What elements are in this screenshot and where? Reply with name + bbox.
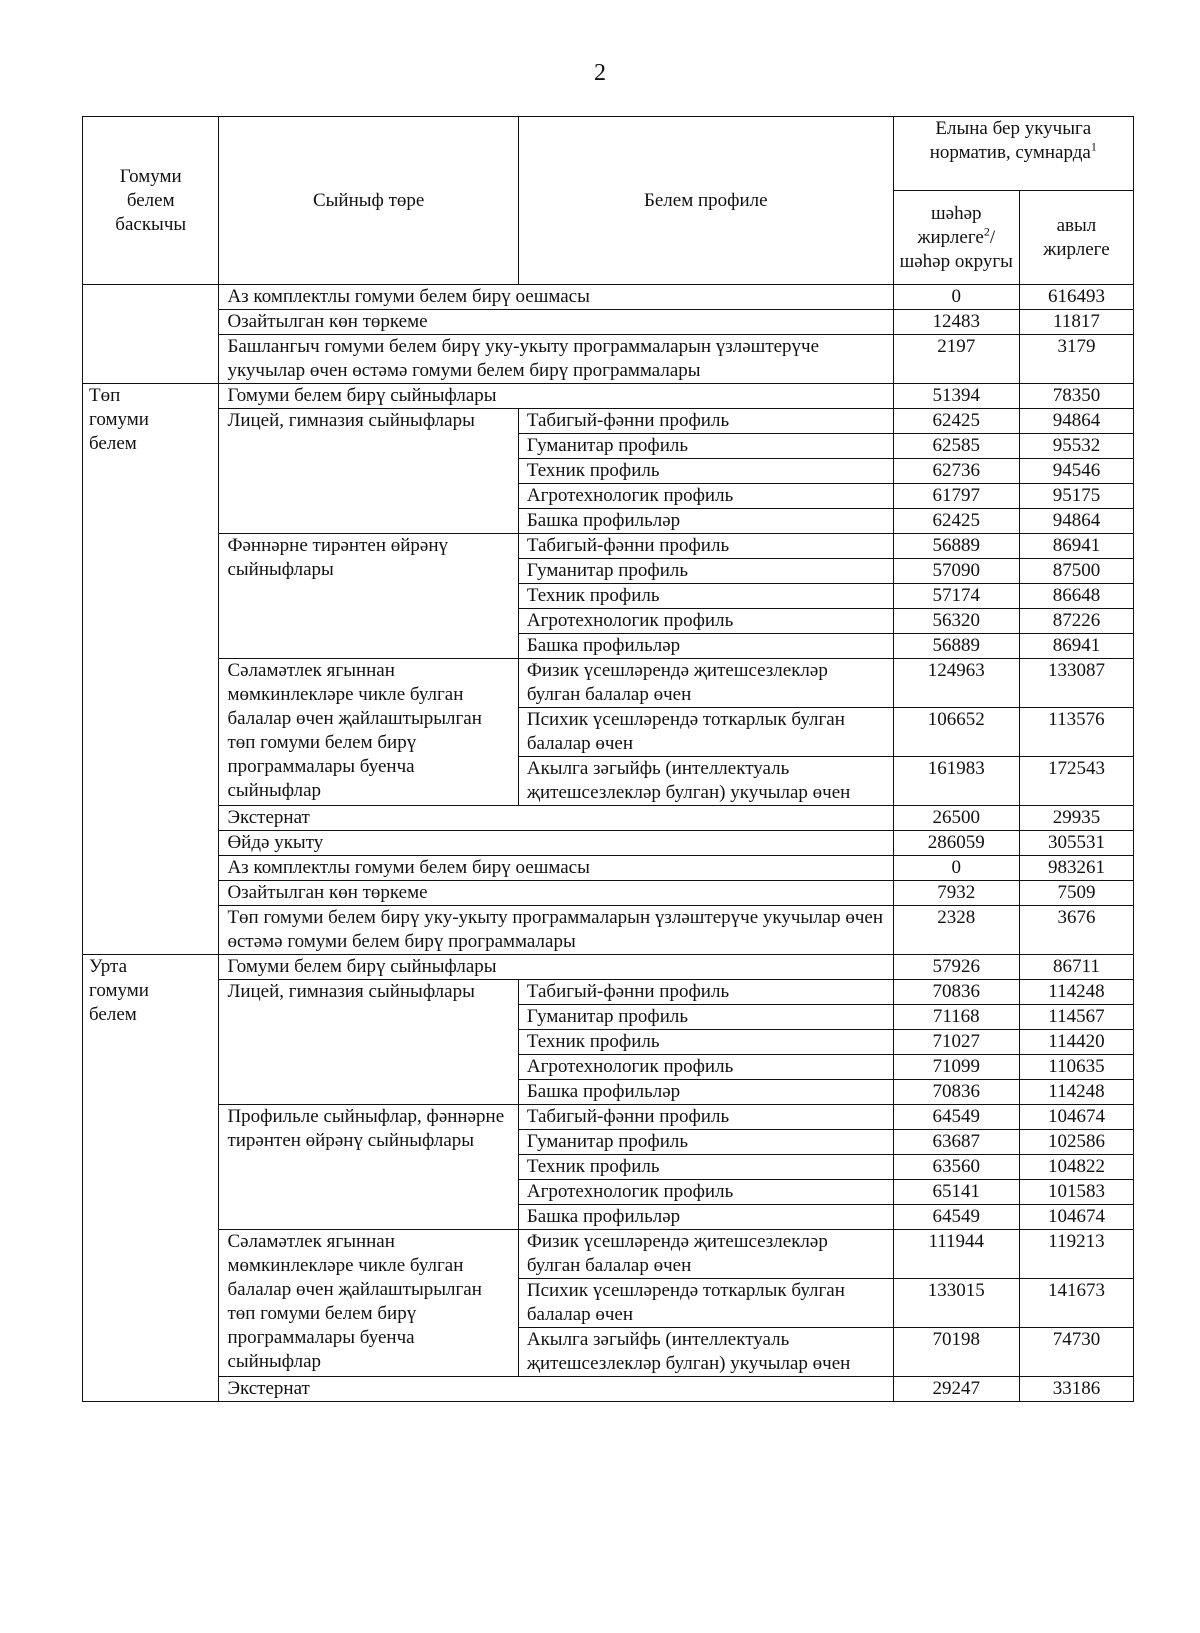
rural-value: 94864: [1019, 509, 1133, 534]
city-value: 71027: [893, 1030, 1019, 1055]
rural-value: 86941: [1019, 534, 1133, 559]
row-label: Төп гомуми белем бирү уку-укыту программаларын үзләштерүче укучылар өчен өстәмә гомуми белем бирү программалары: [219, 906, 893, 955]
profile-label: Техник профиль: [518, 1030, 893, 1055]
city-value: 70836: [893, 1080, 1019, 1105]
header-city-footnote: 2: [983, 224, 990, 239]
city-value: 63560: [893, 1155, 1019, 1180]
profile-label: Агротехнологик профиль: [518, 484, 893, 509]
profile-label: Гуманитар профиль: [518, 434, 893, 459]
profile-label: Гуманитар профиль: [518, 559, 893, 584]
row-label: Гомуми белем бирү сыйныфлары: [219, 955, 893, 980]
rural-value: 616493: [1019, 285, 1133, 310]
city-value: 161983: [893, 757, 1019, 806]
row-label: Озайтылган көн төркеме: [219, 310, 893, 335]
rural-value: 114420: [1019, 1030, 1133, 1055]
table-row: [83, 409, 1134, 434]
profile-label: Физик үсешләрендә җитешсезлекләр булган балалар өчен: [518, 659, 893, 708]
city-value: 63687: [893, 1130, 1019, 1155]
row-label: Экстернат: [219, 1377, 893, 1402]
profile-label: Башка профильләр: [518, 509, 893, 534]
city-value: 57174: [893, 584, 1019, 609]
rural-value: 3179: [1019, 335, 1133, 384]
header-city: [893, 191, 1019, 285]
table-row: [83, 285, 1134, 310]
table-row: [83, 335, 1134, 384]
rural-value: 133087: [1019, 659, 1133, 708]
city-value: 2197: [893, 335, 1019, 384]
table-row: [83, 310, 1134, 335]
header-stage: Гомуми белем баскычы: [83, 117, 219, 285]
rural-value: 305531: [1019, 831, 1133, 856]
city-value: 124963: [893, 659, 1019, 708]
rural-value: 86941: [1019, 634, 1133, 659]
rural-value: 141673: [1019, 1279, 1133, 1328]
city-value: 26500: [893, 806, 1019, 831]
rural-value: 94546: [1019, 459, 1133, 484]
city-value: 61797: [893, 484, 1019, 509]
table-header: [83, 117, 1134, 285]
city-value: 286059: [893, 831, 1019, 856]
profile-label: Агротехнологик профиль: [518, 1180, 893, 1205]
city-value: 29247: [893, 1377, 1019, 1402]
row-label: Башлангыч гомуми белем бирү уку-укыту программаларын үзләштерүче укучылар өчен өстәмә гомуми белем бирү программалары: [219, 335, 893, 384]
profile-label: Агротехнологик профиль: [518, 1055, 893, 1080]
city-value: 64549: [893, 1105, 1019, 1130]
city-value: 2328: [893, 906, 1019, 955]
normative-table: [82, 116, 1134, 1402]
rural-value: 101583: [1019, 1180, 1133, 1205]
profile-label: Техник профиль: [518, 584, 893, 609]
table-row: [83, 1230, 1134, 1279]
profile-label: Акылга зәгыйфь (интеллектуаль җитешсезлекләр булган) укучылар өчен: [518, 757, 893, 806]
rural-value: 104822: [1019, 1155, 1133, 1180]
header-profile: Белем профиле: [518, 117, 893, 285]
row-label: Озайтылган көн төркеме: [219, 881, 893, 906]
rural-value: 74730: [1019, 1328, 1133, 1377]
row-label: Өйдә укыту: [219, 831, 893, 856]
header-city-tail: / шәһәр округы: [899, 226, 1013, 272]
table-row: [83, 534, 1134, 559]
city-value: 70836: [893, 980, 1019, 1005]
table-row: [83, 856, 1134, 881]
rural-value: 102586: [1019, 1130, 1133, 1155]
profile-label: Башка профильләр: [518, 634, 893, 659]
table-row: [83, 659, 1134, 708]
row-label: Аз комплектлы гомуми белем бирү оешмасы: [219, 285, 893, 310]
header-city-text: шәһәр жирлеге: [917, 202, 984, 248]
rural-value: 114567: [1019, 1005, 1133, 1030]
city-value: 57090: [893, 559, 1019, 584]
class-type-label: Фәннәрне тирәнтен өйрәнү сыйныфлары: [219, 534, 518, 659]
table-row: [83, 806, 1134, 831]
rural-value: 78350: [1019, 384, 1133, 409]
rural-value: 87500: [1019, 559, 1133, 584]
class-type-label: Лицей, гимназия сыйныфлары: [219, 409, 518, 534]
profile-label: Табигый-фәнни профиль: [518, 534, 893, 559]
rural-value: 114248: [1019, 1080, 1133, 1105]
profile-label: Гуманитар профиль: [518, 1005, 893, 1030]
city-value: 0: [893, 856, 1019, 881]
rural-value: 3676: [1019, 906, 1133, 955]
table-row: [83, 980, 1134, 1005]
profile-label: Агротехнологик профиль: [518, 609, 893, 634]
rural-value: 86648: [1019, 584, 1133, 609]
table-row: [83, 955, 1134, 980]
stage-label: Төп гомуми белем: [83, 384, 219, 955]
header-normative-text: Елына бер укучыга норматив, сумнарда: [929, 118, 1092, 163]
city-value: 65141: [893, 1180, 1019, 1205]
rural-value: 104674: [1019, 1105, 1133, 1130]
profile-label: Техник профиль: [518, 1155, 893, 1180]
city-value: 71099: [893, 1055, 1019, 1080]
header-class-type: Сыйныф төре: [219, 117, 518, 285]
rural-value: 29935: [1019, 806, 1133, 831]
profile-label: Акылга зәгыйфь (интеллектуаль җитешсезлекләр булган) укучылар өчен: [518, 1328, 893, 1377]
profile-label: Гуманитар профиль: [518, 1130, 893, 1155]
table-row: [83, 1105, 1134, 1130]
table-row: [83, 881, 1134, 906]
rural-value: 119213: [1019, 1230, 1133, 1279]
profile-label: Техник профиль: [518, 459, 893, 484]
city-value: 57926: [893, 955, 1019, 980]
rural-value: 11817: [1019, 310, 1133, 335]
rural-value: 114248: [1019, 980, 1133, 1005]
rural-value: 110635: [1019, 1055, 1133, 1080]
profile-label: Табигый-фәнни профиль: [518, 1105, 893, 1130]
table-body: [83, 285, 1134, 1402]
rural-value: 94864: [1019, 409, 1133, 434]
profile-label: Табигый-фәнни профиль: [518, 980, 893, 1005]
class-type-label: Лицей, гимназия сыйныфлары: [219, 980, 518, 1105]
profile-label: Психик үсешләрендә тоткарлык булган балалар өчен: [518, 708, 893, 757]
profile-label: Психик үсешләрендә тоткарлык булган балалар өчен: [518, 1279, 893, 1328]
rural-value: 95175: [1019, 484, 1133, 509]
city-value: 62585: [893, 434, 1019, 459]
city-value: 12483: [893, 310, 1019, 335]
city-value: 51394: [893, 384, 1019, 409]
stage-label: Урта гомуми белем: [83, 955, 219, 1402]
header-rural: авыл жирлеге: [1019, 191, 1133, 285]
city-value: 64549: [893, 1205, 1019, 1230]
table-row: [83, 384, 1134, 409]
table-row: [83, 906, 1134, 955]
city-value: 0: [893, 285, 1019, 310]
city-value: 56889: [893, 634, 1019, 659]
row-label: Аз комплектлы гомуми белем бирү оешмасы: [219, 856, 893, 881]
city-value: 56320: [893, 609, 1019, 634]
city-value: 62425: [893, 509, 1019, 534]
table-row: [83, 831, 1134, 856]
profile-label: Башка профильләр: [518, 1205, 893, 1230]
city-value: 70198: [893, 1328, 1019, 1377]
page-number: 2: [594, 60, 606, 86]
city-value: 56889: [893, 534, 1019, 559]
profile-label: Башка профильләр: [518, 1080, 893, 1105]
class-type-label: Сәламәтлек ягыннан мөмкинлекләре чикле булган балалар өчен җайлаштырылган төп гомуми белем бирү программалары буенча сыйныфлар: [219, 659, 518, 806]
rural-value: 983261: [1019, 856, 1133, 881]
rural-value: 33186: [1019, 1377, 1133, 1402]
rural-value: 86711: [1019, 955, 1133, 980]
city-value: 71168: [893, 1005, 1019, 1030]
city-value: 133015: [893, 1279, 1019, 1328]
class-type-label: Сәламәтлек ягыннан мөмкинлекләре чикле булган балалар өчен җайлаштырылган төп гомуми белем бирү программалары буенча сыйныфлар: [219, 1230, 518, 1377]
header-normative: [893, 117, 1133, 191]
rural-value: 95532: [1019, 434, 1133, 459]
row-label: Гомуми белем бирү сыйныфлары: [219, 384, 893, 409]
city-value: 106652: [893, 708, 1019, 757]
header-normative-footnote: 1: [1090, 139, 1097, 154]
profile-label: Физик үсешләрендә җитешсезлекләр булган балалар өчен: [518, 1230, 893, 1279]
city-value: 62425: [893, 409, 1019, 434]
city-value: 62736: [893, 459, 1019, 484]
rural-value: 172543: [1019, 757, 1133, 806]
rural-value: 7509: [1019, 881, 1133, 906]
class-type-label: Профильле сыйныфлар, фәннәрне тирәнтен өйрәнү сыйныфлары: [219, 1105, 518, 1230]
city-value: 111944: [893, 1230, 1019, 1279]
rural-value: 113576: [1019, 708, 1133, 757]
stage-cell: [83, 285, 219, 384]
profile-label: Табигый-фәнни профиль: [518, 409, 893, 434]
city-value: 7932: [893, 881, 1019, 906]
table-row: [83, 1377, 1134, 1402]
rural-value: 87226: [1019, 609, 1133, 634]
row-label: Экстернат: [219, 806, 893, 831]
rural-value: 104674: [1019, 1205, 1133, 1230]
